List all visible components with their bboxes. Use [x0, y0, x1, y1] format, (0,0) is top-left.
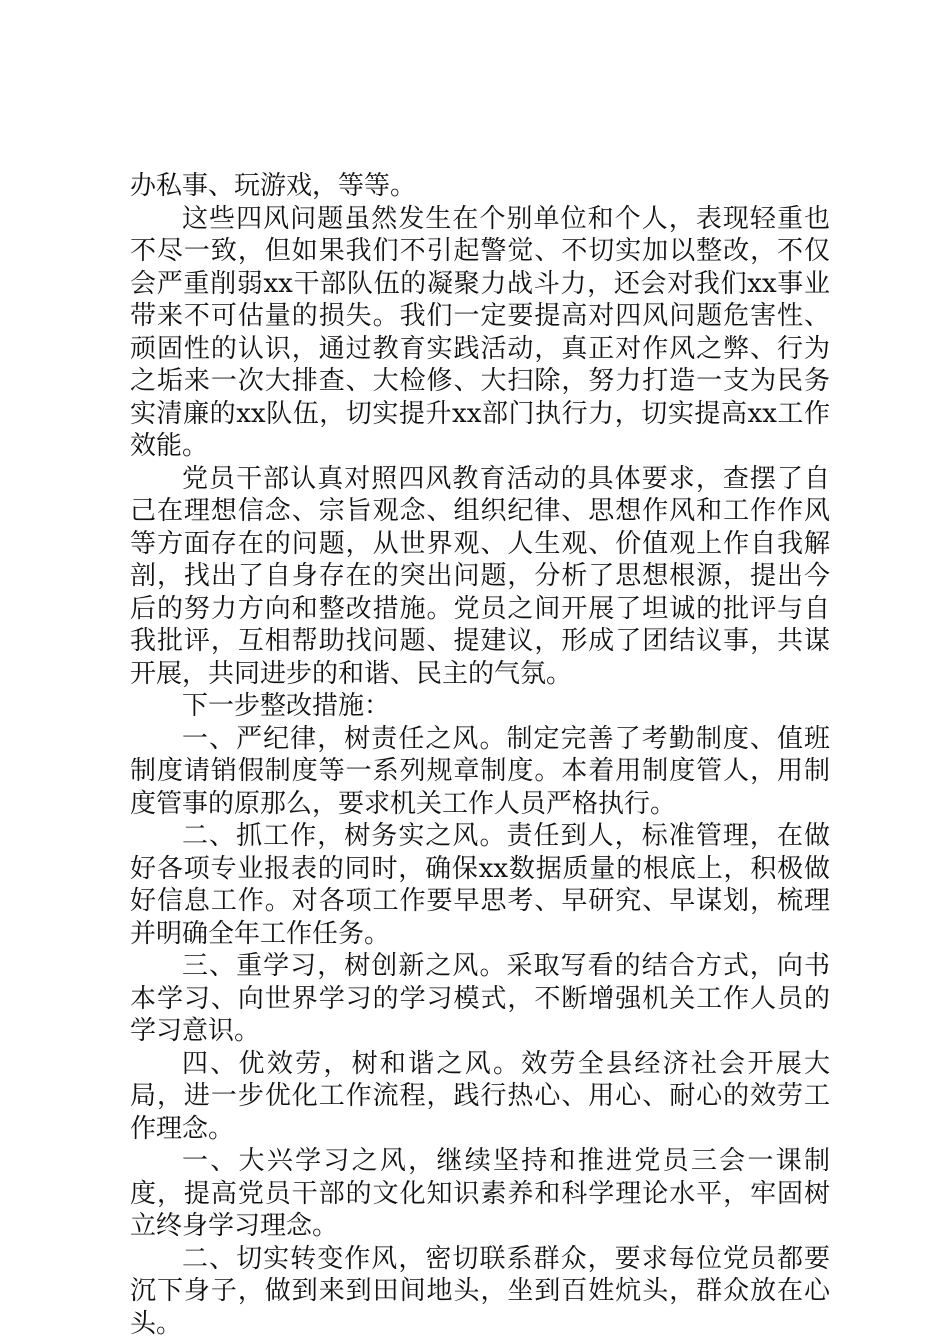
list-item-work-style: 二、切实转变作风，密切联系群众，要求每位党员都要沉下身子，做到来到田间地头，坐到百姓炕头，群众放在心头。	[130, 1243, 830, 1339]
list-item-discipline: 一、严纪律，树责任之风。制定完善了考勤制度、值班制度请销假制度等一系列规章制度。本着用制度管人，用制度管事的原那么，要求机关工作人员严格执行。	[130, 723, 830, 819]
list-item-service: 四、优效劳，树和谐之风。效劳全县经济社会开展大局，进一步优化工作流程，践行热心、用心、耐心的效劳工作理念。	[130, 1048, 830, 1144]
section-heading-next-steps: 下一步整改措施：	[182, 691, 391, 721]
list-item-study: 三、重学习，树创新之风。采取写看的结合方式，向书本学习、向世界学习的学习模式，不断增强机关工作人员的学习意识。	[130, 951, 830, 1046]
paragraph-continuation: 办私事、玩游戏，等等。	[130, 171, 417, 201]
document-body	[130, 170, 830, 1340]
paragraph-self-examination: 党员干部认真对照四风教育活动的具体要求，查摆了自己在理想信念、宗旨观念、组织纪律、思想作风和工作作风等方面存在的问题，从世界观、人生观、价值观上作自我解剖，找出了自身存在的突出问题，分析了思想根源，提出今后的努力方向和整改措施。党员之间开展了坦诚的批评与自我批评，互相帮助找问题、提建议，形成了团结议事，共谋开展，共同进步的和谐、民主的气氛。	[130, 463, 830, 689]
list-item-learning-culture: 一、大兴学习之风，继续坚持和推进党员三会一课制度，提高党员干部的文化知识素养和科学理论水平，牢固树立终身学习理念。	[130, 1146, 830, 1241]
list-item-work: 二、抓工作，树务实之风。责任到人，标准管理，在做好各项专业报表的同时，确保xx数据质量的根底上，积极做好信息工作。对各项工作要早思考、早研究、早谋划，梳理并明确全年工作任务。	[130, 821, 830, 949]
paragraph-four-winds-harm: 这些四风问题虽然发生在个别单位和个人，表现轻重也不尽一致，但如果我们不引起警觉、不切实加以整改，不仅会严重削弱xx干部队伍的凝聚力战斗力，还会对我们xx事业带来不可估量的损失。我们一定要提高对四风问题危害性、顽固性的认识，通过教育实践活动，真正对作风之弊、行为之垢来一次大排查、大检修、大扫除，努力打造一支为民务实清廉的xx队伍，切实提升xx部门执行力，切实提高xx工作效能。	[130, 203, 830, 461]
